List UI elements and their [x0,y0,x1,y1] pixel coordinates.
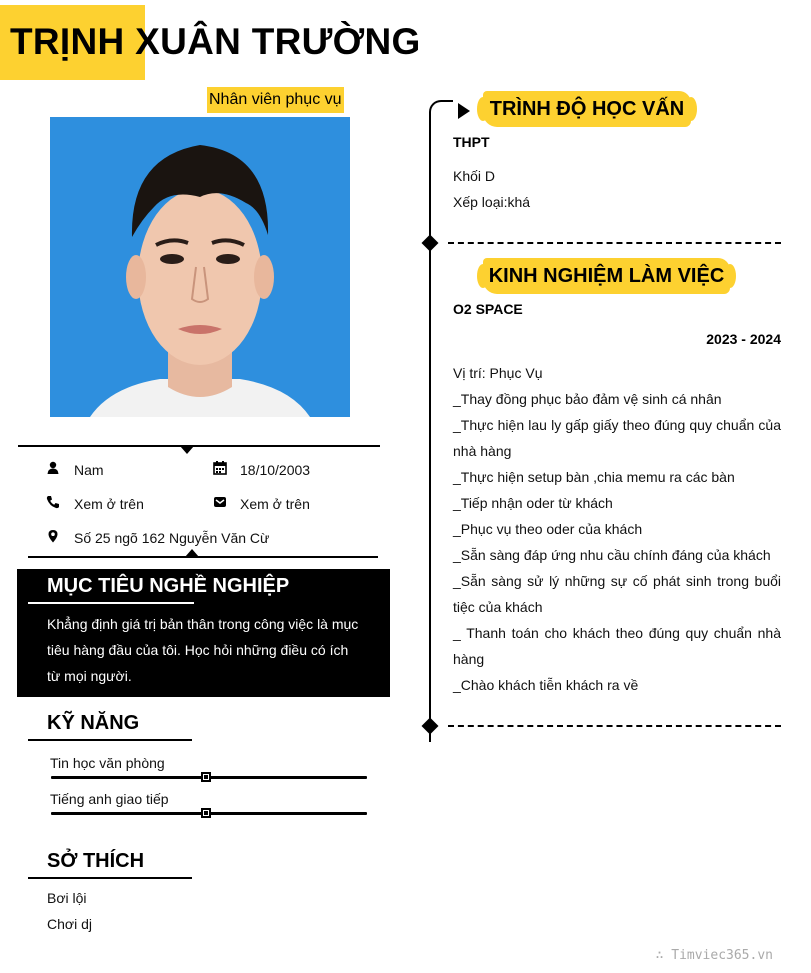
education-line: Xếp loại:khá [453,194,531,210]
timeline-top-curve [429,100,453,122]
experience-line: Vị trí: Phục Vụ [453,365,543,381]
experience-line: _Phục vụ theo oder của khách [453,521,643,537]
experience-details [453,360,781,698]
experience-line: _ Thanh toán cho khách theo đúng quy chuẩn nhà hàng [453,625,781,667]
skill-name: Tin học văn phòng [50,755,165,771]
info-bottom-rule [28,556,378,558]
experience-line: _Thực hiện setup bàn ,chia memu ra các bàn [453,469,735,485]
experience-line: _Sẵn sàng đáp ứng nhu cầu chính đáng của khách [453,547,771,563]
experience-line: _Thực hiện lau ly gấp giấy theo đúng quy chuẩn của nhà hàng [453,417,781,459]
info-top-rule [18,445,380,447]
hobby-item: Bơi lội [47,890,87,906]
hobbies-underline [28,877,192,879]
education-school: THPT [453,134,490,150]
name-header [0,5,430,80]
profile-photo [50,117,350,417]
timeline-arrow-icon [458,103,470,119]
skill-level-marker [201,772,211,782]
timeline-diamond [422,718,439,735]
education-line: Khối D [453,168,496,184]
objective-title: MỤC TIÊU NGHỀ NGHIỆP [47,575,290,597]
portrait-illustration [50,117,350,417]
objective-section [17,569,390,697]
info-top-pointer [180,446,194,454]
address-value: Số 25 ngõ 162 Nguyễn Văn Cừ [74,530,270,546]
hobbies-title: SỞ THÍCH [47,850,145,872]
timeline-diamond [422,235,439,252]
calendar-icon [213,461,227,475]
job-title: Nhân viên phục vụ [207,87,344,113]
skill-name: Tiếng anh giao tiếp [50,791,169,807]
map-pin-icon [46,529,60,543]
skills-title: KỸ NĂNG [47,712,140,734]
education-title-badge [483,91,691,127]
experience-company: O2 SPACE [453,301,523,317]
envelope-icon [213,495,227,509]
birthday-value: 18/10/2003 [240,462,311,478]
phone-icon [46,495,60,509]
section-divider [448,242,781,244]
skills-underline [28,739,192,741]
skill-level-marker [201,808,211,818]
objective-underline [28,602,194,604]
experience-title: KINH NGHIỆM LÀM VIỆC [488,265,725,287]
email-value: Xem ở trên [240,496,310,512]
watermark-text: ∴ Timviec365.vn [655,948,773,963]
full-name: TRỊNH XUÂN TRƯỜNG [10,21,421,62]
objective-text: Khẳng định giá trị bản thân trong công việc là mục tiêu hàng đầu của tôi. Học hỏi những điều có ích từ mọi người. [47,616,359,684]
phone-value: Xem ở trên [74,496,144,512]
experience-period: 2023 - 2024 [706,331,781,347]
section-divider [448,725,781,727]
experience-line: _Chào khách tiễn khách ra về [453,677,639,693]
gender-value: Nam [74,462,104,478]
experience-line: _Tiếp nhận oder từ khách [453,495,613,511]
education-title: TRÌNH ĐỘ HỌC VẤN [489,98,685,120]
experience-line: _Sẵn sàng sử lý những sự cố phát sinh trong buổi tiệc của khách [453,573,781,615]
timeline-line [429,120,431,742]
experience-line: _Thay đồng phục bảo đảm vệ sinh cá nhân [453,391,722,407]
hobby-item: Chơi dj [47,916,92,932]
experience-title-badge [483,258,730,294]
user-icon [46,461,60,475]
